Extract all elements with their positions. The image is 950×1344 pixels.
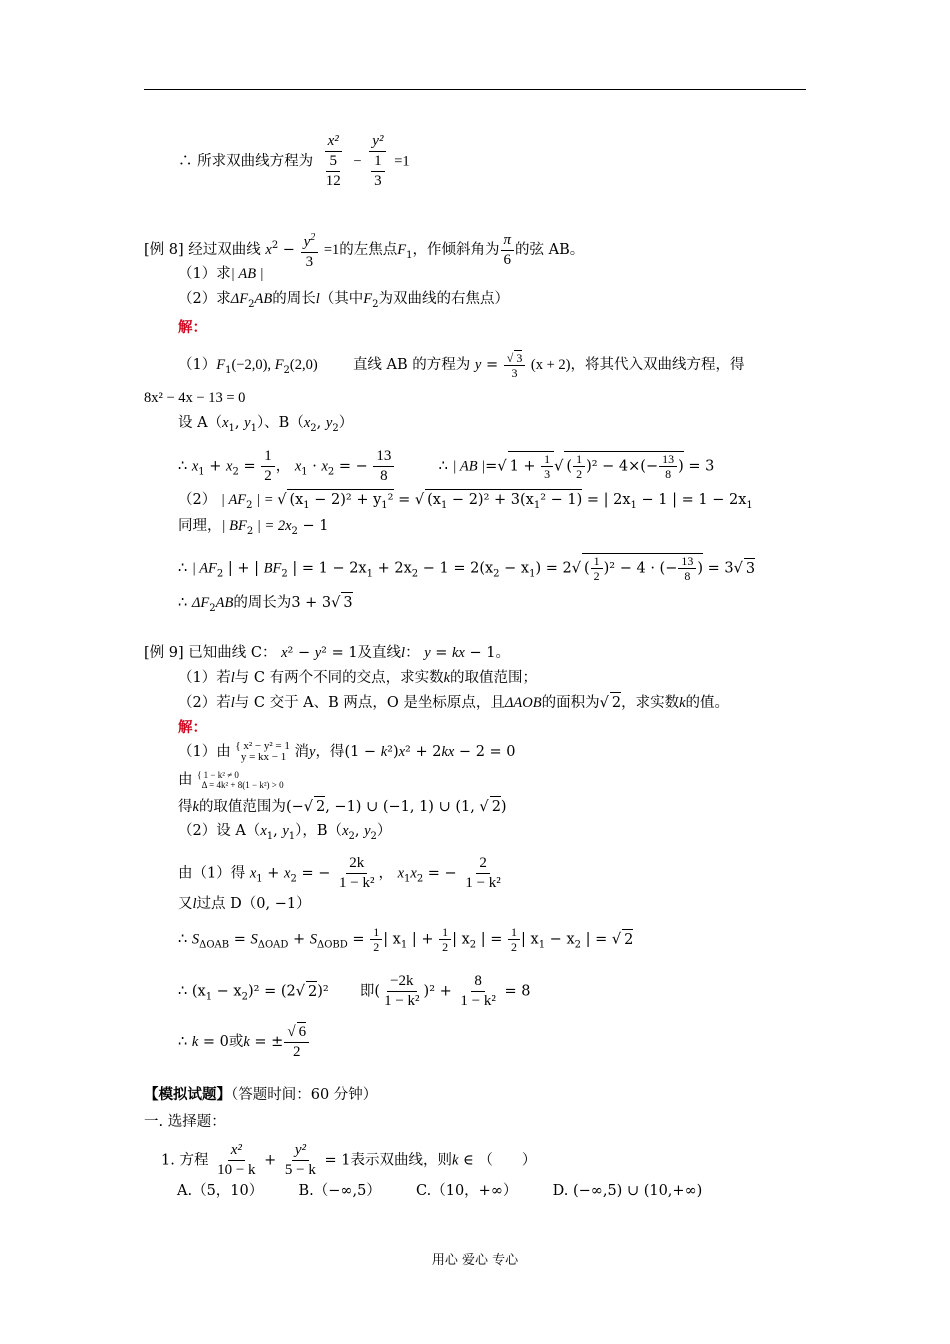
text: ）: [338, 415, 354, 431]
solution-8-total: ∴ | $AF_2$ | + | $BF_2$ | = $1 - 2x_1 + 2x_2 - 1 = 2(x_2 - x_1) = 2√$ ( $\frac{1}{2}$ )² − 4 · (− $\frac{13}{8}$ ) = 3√ 3: [178, 554, 756, 583]
text: ∴: [178, 595, 188, 611]
text: （2）: [178, 492, 217, 508]
text: 又: [178, 896, 193, 912]
text: 的弦 AB。: [515, 242, 585, 258]
fraction: $\frac{\text{x²}}{10 - k}$: [217, 1142, 256, 1178]
text: 与 C 有两个不同的交点，求实数: [234, 670, 444, 686]
solution-8-vieta: ∴ $x_1 + x_2$ = $\frac{1}{2}$ ， $x_1 \cdot x_2$ = − $\frac{13}{8}$ ∴ | AB |=√ 1 + $\frac{1}{3}$ √ ( $\frac{1}{2}$ )² − 4×(− $\frac{13}{8}$ ) = 3: [178, 448, 715, 484]
text: 的左焦点: [339, 242, 398, 258]
option-b: B.（: [298, 1183, 329, 1199]
text: （1）若: [178, 670, 231, 686]
solution-9-range: 得k的取值范围为(−√ 2, −1) ∪ (−1, 1) ∪ (1, √ 2): [178, 796, 507, 817]
text: 1. 方程: [161, 1152, 209, 1169]
fraction: $\frac{\text{x²}}{\frac{5}{12}}$: [319, 132, 348, 191]
solution-8-eq1: [144, 388, 245, 408]
nested-fraction: [319, 152, 348, 191]
text: （2）若: [178, 695, 231, 711]
example-8-statement: [例 8] 经过双曲线 $x^2$ − $\frac{y^2}{3}$ =1的左焦点$F_1$，作倾斜角为 $\frac{\pi}{6}$ 的弦 AB。: [144, 228, 584, 272]
fraction: $\frac{\text{y²}}{\frac{1}{3}}$: [367, 132, 389, 191]
condition-brace: { 1 − k² ≠ 0 Δ = 4k² + 8(1 − k²) > 0: [197, 770, 284, 790]
text: 表示双曲线，则: [350, 1152, 452, 1169]
section-1-heading: [144, 1112, 226, 1132]
text: 消: [294, 744, 309, 760]
text: ∴: [178, 931, 188, 948]
example-8-q1: （1）求| AB |: [178, 266, 264, 282]
text: 的值。: [685, 695, 730, 711]
text: ，将其代入双曲线方程，得: [570, 357, 745, 373]
option-c: C.（10，+∞）: [416, 1183, 518, 1199]
text: （1）求: [178, 266, 231, 282]
fraction-inner: $\frac{1}{3}$: [371, 152, 385, 191]
solution-8-set: 设 $A(x_1$, $y_1$）、$B(x_2$, $y_2$）: [178, 415, 354, 434]
text: 得: [178, 799, 193, 815]
line-result: ∴ 所求双曲线方程为 $\frac{\text{x²}}{\frac{5}{12}}$ − $\frac{\text{y²}}{\frac{1}{3}}$ =1: [178, 133, 410, 189]
text: 过点 D（: [196, 896, 257, 912]
text: 的取值范围；: [450, 670, 538, 686]
fraction: $\frac{2k}{\text{1 − k²}}$: [338, 855, 375, 891]
solution-9-condition: [178, 770, 284, 790]
text: （答题时间：60 分钟）: [231, 1087, 378, 1103]
text: 或: [228, 1034, 244, 1050]
question-1: 1. 方程 $\frac{\text{x²}}{10 - k}$ + $\frac{\text{y²}}{5 - k}$ = 1表示双曲线，则k ∈ （ ）: [161, 1142, 537, 1178]
fraction: $\frac{y^2}{3}$: [301, 228, 319, 272]
page-footer: 用心 爱心 专心: [431, 1253, 519, 1268]
text: 直线 AB 的方程为: [352, 357, 471, 373]
text: ）: [296, 896, 311, 912]
text: 同理，: [178, 518, 222, 534]
text: ∴: [438, 458, 448, 475]
header-rule: [144, 89, 806, 90]
fraction: $\frac{13}{8}$: [373, 447, 394, 486]
text: （ ）: [478, 1152, 537, 1169]
solution-9-step1: （1）由 { x² − y² = 1 y = kx − 1 消y，得(1 − k²)x² + 2kx − 2 = 0: [178, 740, 516, 763]
solution-9-point: 又l过点 D（0, −1）: [178, 896, 311, 912]
fraction: $\frac{\text{y²}}{5 - k}$: [284, 1142, 316, 1178]
text: ），B（: [295, 823, 343, 839]
text: ∴ 所求双曲线方程为: [178, 153, 314, 170]
fraction-inner: $\frac{5}{12}$: [325, 153, 341, 189]
text: ）: [366, 1183, 381, 1199]
text: （2）求: [178, 291, 231, 307]
fraction: $\frac{\pi}{6}$: [501, 231, 515, 270]
solution-8-perimeter: ∴ $\Delta F_2AB$的周长为3 + 3√ 3: [178, 592, 353, 619]
solution-9-set: （2）设 $A(x_1$, $y_1$），$B(x_2$, $y_2$）: [178, 823, 392, 842]
text: （其中: [319, 291, 364, 307]
example-9-statement: [例 9] 已知曲线 C： x² − y² = 1及直线l： y = kx − 1。: [144, 645, 510, 661]
text: 由（1）得: [178, 865, 246, 882]
text: （1）: [178, 357, 217, 373]
solution-9-area: ∴ $S_{\Delta OAB} = S_{\Delta OAD} + S_{\Delta OBD}$ = $\frac{1}{2}$ | $x_1$ | + $\frac{1}{2}$ | $x_2$ | = $\frac{1}{2}$ | $x_1 - x_2$ | = √ 2: [178, 925, 634, 954]
text: 。: [495, 645, 510, 661]
text: ）: [376, 823, 392, 839]
text: ∴: [178, 983, 188, 1000]
text: 的周长为: [233, 595, 292, 611]
fraction: $\frac{√ 3}{3}$: [504, 350, 526, 380]
text: 8x² − 4x − 13 = 0: [144, 390, 246, 406]
text: 【模拟试题】: [144, 1087, 231, 1103]
text: 设 A（: [178, 415, 223, 431]
fraction: $\frac{2}{\text{1 − k²}}$: [465, 855, 501, 891]
text: ，求实数: [621, 695, 680, 711]
text: ∴: [178, 1034, 188, 1050]
example-8-q2: （2）求$\Delta F_2AB$的周长l（其中$F_2$为双曲线的右焦点）: [178, 291, 509, 310]
text: ）、B（: [256, 415, 304, 431]
text: 为双曲线的右焦点）: [378, 291, 509, 307]
text: 及直线: [357, 645, 402, 661]
solution-label-8: [178, 318, 207, 338]
text: 的面积为: [541, 695, 600, 711]
nested-fraction: [367, 152, 389, 191]
option-d: D.: [552, 1183, 569, 1199]
text: 解：: [178, 720, 207, 736]
solution-9-vieta: 由（1）得 $x_1 + x_2$ = − $\frac{2k}{\text{1 − k²}}$ ， $x_1x_2$ = − $\frac{2}{\text{1 − k²}}$: [178, 854, 505, 893]
text: [例 8] 经过双曲线: [144, 242, 261, 258]
solution-8-same: 同理，| $BF_2$ | = $2x_2 - 1$: [178, 518, 329, 537]
text: [例 9] 已知曲线 C：: [144, 645, 277, 661]
solution-9-square: ∴ $(x_1 - x_2)^2 = (2√$ 2)² 即( $\frac{-2k}{\text{1 − k²}}$ )² + $\frac{8}{\text{1 − k²}}$ = 8: [178, 973, 531, 1009]
example-9-q1: （1）若l与 C 有两个不同的交点，求实数k的取值范围；: [178, 670, 538, 686]
text: 的取值范围为: [198, 799, 286, 815]
text: （2）设 A（: [178, 823, 261, 839]
text: 由: [178, 772, 193, 788]
text: ，作倾斜角为: [412, 242, 500, 258]
text: 一. 选择题：: [144, 1114, 226, 1130]
solution-9-answer: ∴ k = 0或k = ± $\frac{√ 6}{2}$: [178, 1022, 310, 1062]
text: ，得: [315, 744, 345, 760]
text: 的周长: [272, 291, 316, 307]
fraction: $\frac{1}{2}$: [261, 447, 275, 486]
text: ∴: [178, 458, 188, 475]
example-9-q2: （2）若l与 C 交于 A、B 两点，O 是坐标原点，且ΔAOB的面积为√ 2，求实数k的值。: [178, 692, 729, 713]
text: 即: [359, 983, 375, 1000]
system-brace: { x² − y² = 1 y = kx − 1: [235, 740, 290, 763]
text: 解：: [178, 320, 207, 336]
solution-label-9: [178, 718, 207, 738]
solution-8-step1: $(1)F_1(-2,0)$, $F_2(2,0)$ 直线 AB 的方程为 y = $\frac{√ 3}{3}$ (x + 2)，将其代入双曲线方程，得: [178, 351, 745, 380]
option-a: A.（5，10）: [177, 1183, 264, 1199]
text: ∴: [178, 560, 188, 577]
mock-test-heading: [144, 1085, 377, 1105]
text: （1）由: [178, 744, 231, 760]
equation-rhs: =1: [394, 153, 410, 170]
text: 与 C 交于 A、B 两点，O 是坐标原点，且: [234, 695, 505, 711]
question-1-options: A.（5，10） B.（−∞,5） C.（10，+∞） D. (−∞,5) ∪ (10,+∞): [177, 1183, 703, 1199]
solution-8-step2: （2） | $AF_2$ | = √ $(x_1 - 2)^2 + y_1^2$ = √ $(x_1 - 2)^2 + 3(x_1^2 - 1)$ = | $2x_1 - 1$ | = $1 - 2x_1$: [178, 489, 753, 516]
